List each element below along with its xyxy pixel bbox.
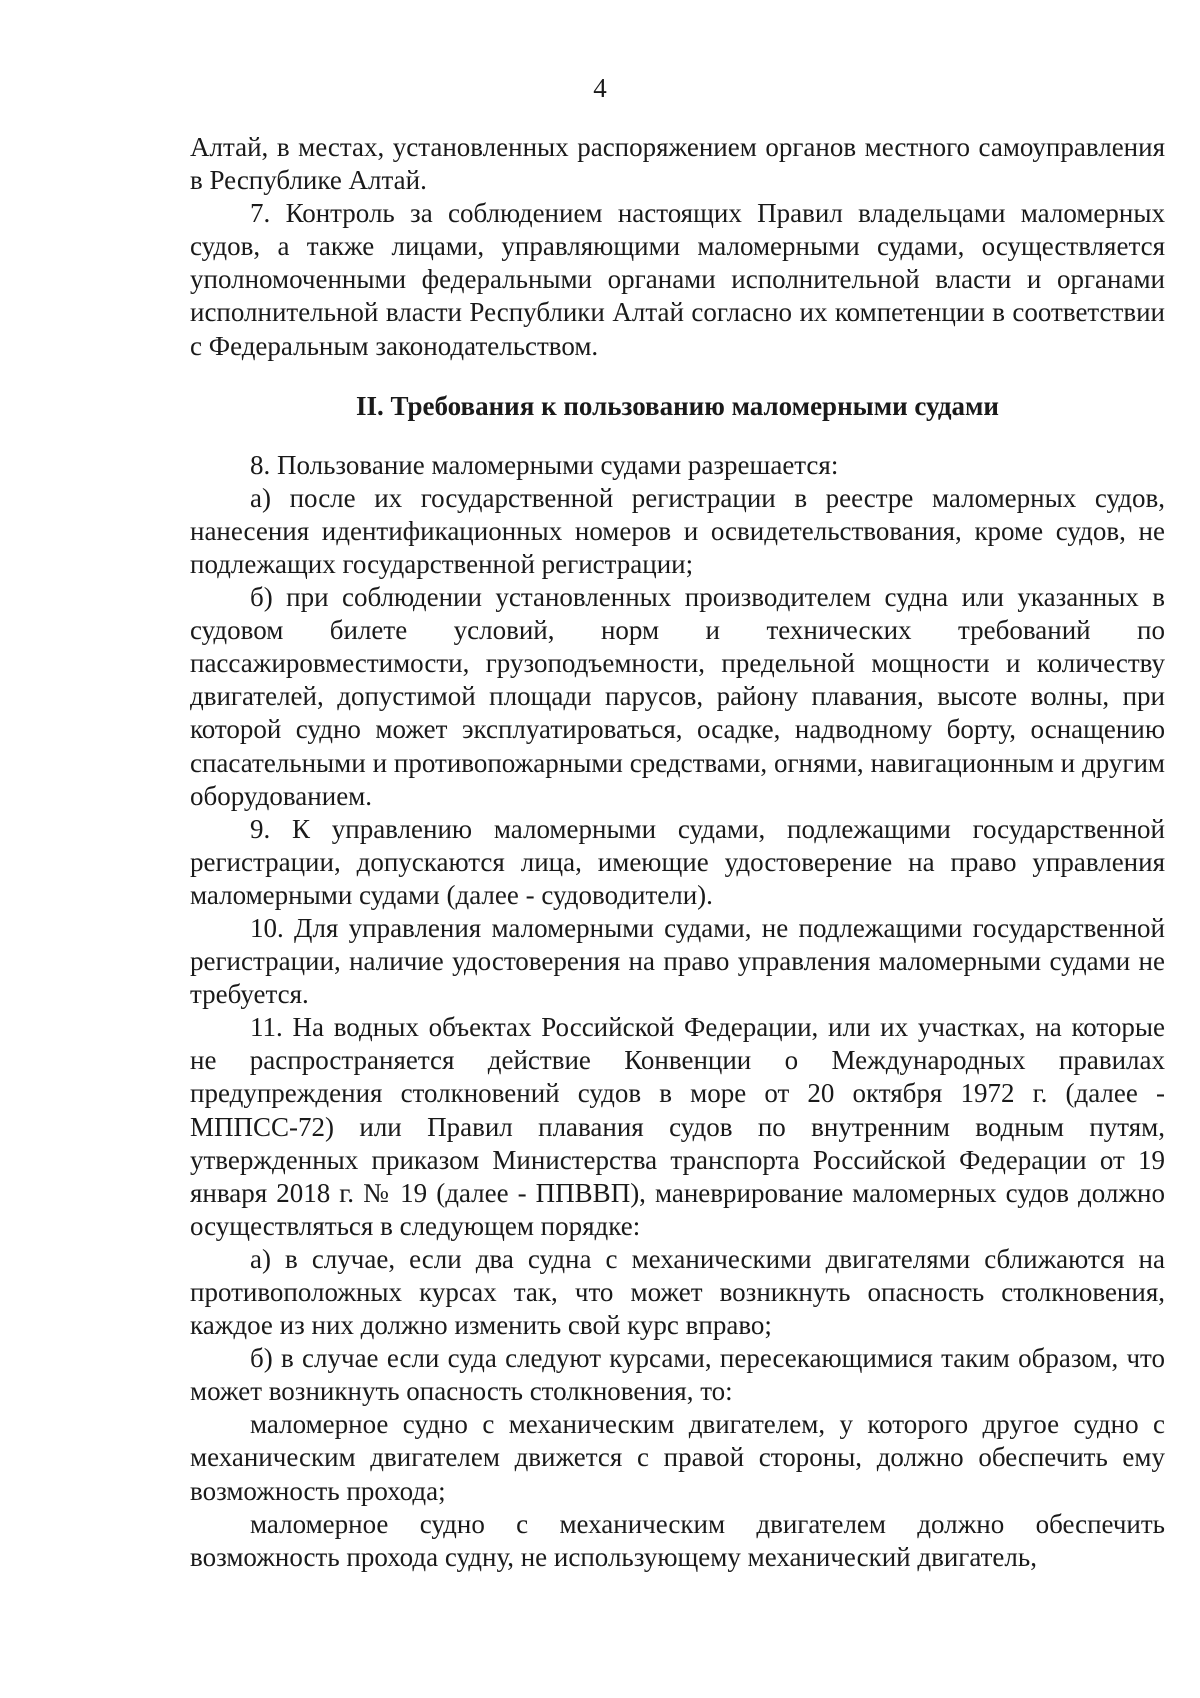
- paragraph-11a: а) в случае, если два судна с механическими двигателями сближаются на противоположных курсах так, что может возникнуть опасность столкновения, каждое из них должно изменить свой курс вправо;: [190, 1243, 1165, 1341]
- paragraph-11b: б) в случае если суда следуют курсами, пересекающимися таким образом, что может возникнуть опасность столкновения, то:: [190, 1343, 1165, 1407]
- paragraph-8a: а) после их государственной регистрации в реестре маломерных судов, нанесения идентификационных номеров и освидетельствования, кроме судов, не подлежащих государственной регистрации;: [190, 482, 1165, 579]
- paragraph-11b-item-1: маломерное судно с механическим двигателем, у которого другое судно с механическим двигателем движется с правой стороны, должно обеспечить ему возможность прохода;: [190, 1409, 1165, 1506]
- paragraph-10: 10. Для управления маломерными судами, не подлежащими государственной регистрации, наличие удостоверения на право управления маломерными судами не требуется.: [190, 912, 1165, 1010]
- paragraph-7: 7. Контроль за соблюдением настоящих Правил владельцами маломерных судов, а также лицами, управляющими маломерными судами, осуществляется уполномоченными федеральными органами исполнительной власти и органами исполнительной власти Республики Алтай согласно их компетенции в соответствии с Федеральным законодательством.: [190, 198, 1165, 361]
- page-number: 4: [593, 73, 607, 103]
- section-heading: II. Требования к пользованию маломерными судами: [356, 390, 999, 421]
- paragraph-11: 11. На водных объектах Российской Федерации, или их участках, на которые не распространяется действие Конвенции о Международных правилах предупреждения столкновений судов в море от 20 октября 1972 г. (далее - МППСС-72) или Правил плавания судов по внутренним водным путям, утвержденных приказом Министерства транспорта Российской Федерации от 19 января 2018 г. № 19 (далее - ППВВП), маневрирование маломерных судов должно осуществляться в следующем порядке:: [190, 1012, 1165, 1241]
- paragraph-8b: б) при соблюдении установленных производителем судна или указанных в судовом билете условий, норм и технических требований по пассажировместимости, грузоподъемности, предельной мощности и количеству двигателей, допустимой площади парусов, району плавания, высоте волны, при которой судно может эксплуатироваться, осадке, надводному борту, оснащению спасательными и противопожарными средствами, огнями, навигационным и другим оборудованием.: [190, 582, 1165, 811]
- document-body: [190, 131, 1165, 1574]
- paragraph-9: 9. К управлению маломерными судами, подлежащими государственной регистрации, допускаются лица, имеющие удостоверение на право управления маломерными судами (далее - судоводители).: [190, 813, 1165, 910]
- paragraph-continuation: Алтай, в местах, установленных распоряжением органов местного самоуправления в Республике Алтай.: [190, 132, 1165, 196]
- paragraph-8: 8. Пользование маломерными судами разрешается:: [250, 449, 839, 480]
- paragraph-11b-item-2: маломерное судно с механическим двигателем должно обеспечить возможность прохода судну, не использующему механический двигатель,: [190, 1508, 1165, 1572]
